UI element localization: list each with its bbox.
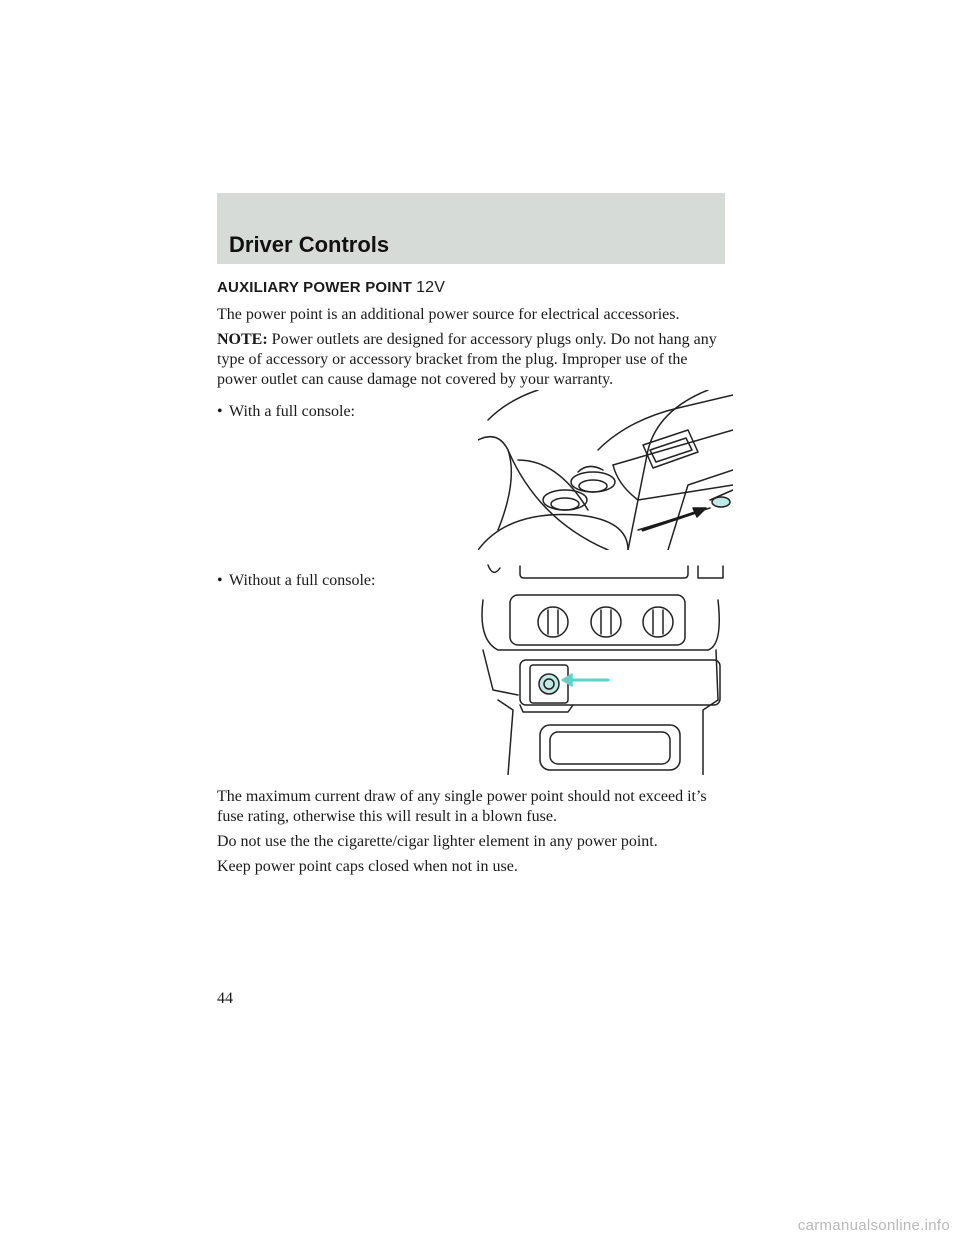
section-header-band <box>217 193 725 264</box>
note-label: NOTE: <box>217 331 268 348</box>
max-current-paragraph: The maximum current draw of any single power point should not exceed it’s fuse rating, otherwise this will result in a blown fuse. <box>217 788 707 825</box>
bullet-text: With a full console: <box>229 403 355 420</box>
note-paragraph <box>217 330 717 390</box>
bullet-full-console: • With a full console: <box>217 403 355 420</box>
full-console-figure <box>478 390 733 550</box>
section-heading <box>217 279 445 297</box>
heading-text: AUXILIARY POWER POINT <box>217 279 413 296</box>
12v-icon: 12V <box>416 279 446 296</box>
page-number: 44 <box>217 990 233 1007</box>
watermark: carmanualsonline.info <box>797 1217 950 1234</box>
bullet-without-full-console: • Without a full console: <box>217 572 376 589</box>
intro-paragraph: The power point is an additional power source for electrical accessories. <box>217 306 680 323</box>
section-header-title: Driver Controls <box>229 232 390 257</box>
bullet-text: Without a full console: <box>229 572 376 589</box>
caps-paragraph: Keep power point caps closed when not in use. <box>217 858 518 875</box>
note-text: Power outlets are designed for accessory plugs only. Do not hang any type of accessory or accessory bracket from the plug. Improper use of the power outlet can cause damage not covered by your warranty. <box>217 331 717 388</box>
no-full-console-figure <box>478 560 733 775</box>
no-lighter-paragraph: Do not use the the cigarette/cigar lighter element in any power point. <box>217 833 658 850</box>
